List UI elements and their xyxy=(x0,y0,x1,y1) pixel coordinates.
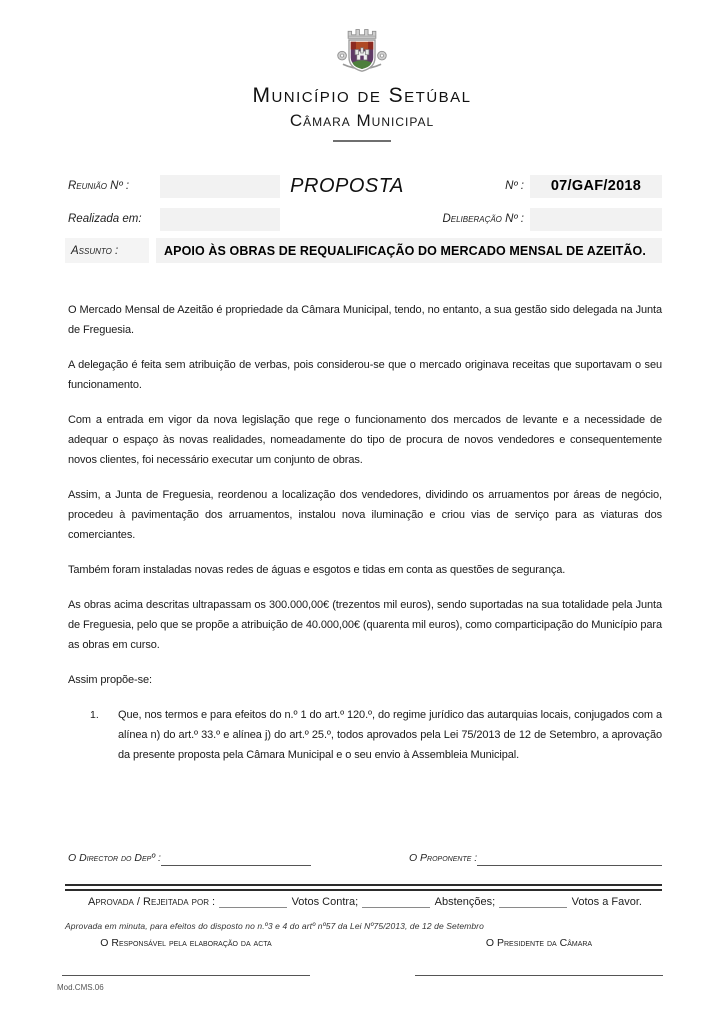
assunto-title: APOIO ÀS OBRAS DE REQUALIFICAÇÃO DO MERCADO MENSAL DE AZEITÃO. xyxy=(156,238,662,263)
meta-row-2 xyxy=(68,206,662,232)
double-rule-divider xyxy=(65,884,662,891)
assunto-row xyxy=(65,238,662,263)
reuniao-field[interactable] xyxy=(160,175,280,198)
deliberacao-label: Deliberação Nº : xyxy=(442,213,524,225)
presidente-signature-line xyxy=(415,962,663,976)
minuta-note: Aprovada em minuta, para efeitos do disposto no n.º3 e 4 do artº nº57 da Lei Nº75/2013, de 12 de Setembro xyxy=(65,921,484,931)
votos-favor-label: Votos a Favor. xyxy=(571,896,642,908)
aprovada-rejeitada-label: Aprovada / Rejeitada por : xyxy=(88,896,216,908)
deliberacao-field[interactable] xyxy=(530,208,662,231)
approval-row xyxy=(88,896,642,908)
numero-field[interactable]: 07/GAF/2018 xyxy=(530,175,662,198)
votos-favor-blank xyxy=(499,896,567,908)
realizada-em-field[interactable] xyxy=(160,208,280,231)
votos-contra-blank xyxy=(219,896,287,908)
responsavel-signature-line xyxy=(62,962,310,976)
numero-label: Nº : xyxy=(505,180,524,192)
document-body xyxy=(68,300,662,765)
meta-row-1 xyxy=(68,173,662,199)
presidente-camara-label: O Presidente da Câmara xyxy=(485,937,593,949)
paragraph-7: Assim propõe-se: xyxy=(68,674,152,686)
proposta-title: PROPOSTA xyxy=(290,174,404,197)
form-code: Mod.CMS.06 xyxy=(57,983,104,992)
reuniao-label: Reunião Nº : xyxy=(68,180,130,192)
paragraph-5: Também foram instaladas novas redes de águas e esgotos e tidas em conta as questões de segurança. xyxy=(68,564,566,576)
proposal-meta xyxy=(68,173,662,239)
paragraph-6: As obras acima descritas ultrapassam os 300.000,00€ (trezentos mil euros), sendo suportadas na sua totalidade pela Junta de Freguesia, pelo que se propõe a atribuição de 40.000,00€ (quarenta mil euros), como comparticipação do Município para as obras em curso. xyxy=(68,599,662,651)
list-item-number: 1. xyxy=(90,709,99,721)
department-title: Câmara Municipal xyxy=(289,111,435,130)
assunto-label: Assunto : xyxy=(65,238,149,263)
list-item xyxy=(68,705,662,765)
setubal-coat-of-arms-icon xyxy=(336,24,388,82)
paragraph-1: O Mercado Mensal de Azeitão é propriedade da Câmara Municipal, tendo, no entanto, a sua gestão sido delegada na Junta de Freguesia. xyxy=(68,304,662,336)
proponente-signature-line xyxy=(477,852,662,866)
list-item-text: Que, nos termos e para efeitos do n.º 1 do art.º 120.º, do regime jurídico das autarquias locais, conjugados com a alínea n) do art.º 33.º e alínea j) do art.º 25.º, todos aprovados pela Lei 75/2013 de 12 de Setembro, a aprovação da presente proposta pela Câmara Municipal e o seu envio à Assembleia Municipal. xyxy=(118,709,662,761)
paragraph-4: Assim, a Junta de Freguesia, reordenou a localização dos vendedores, dividindo os arruamentos por áreas de negócio, procedeu à pavimentação dos arruamentos, instalou nova iluminação e criou vias de serviço para as viaturas dos comerciantes. xyxy=(68,489,662,541)
director-signature-line xyxy=(161,852,311,866)
votos-contra-label: Votos Contra; xyxy=(291,896,359,908)
realizada-em-label: Realizada em: xyxy=(68,213,142,225)
municipality-title: Município de Setúbal xyxy=(252,84,472,107)
abstencoes-blank xyxy=(362,896,430,908)
director-label: O Director do Depº : xyxy=(68,852,161,864)
proponente-label: O Proponente : xyxy=(408,852,478,864)
paragraph-2: A delegação é feita sem atribuição de verbas, pois considerou-se que o mercado originava receitas que suportavam o seu funcionamento. xyxy=(68,359,662,391)
signature-row xyxy=(68,852,662,866)
responsavel-acta-label: O Responsável pela elaboração da acta xyxy=(100,937,272,949)
header-divider xyxy=(333,140,391,142)
paragraph-3: Com a entrada em vigor da nova legislação que rege o funcionamento dos mercados de levante e a necessidade de adequar o espaço às novas realidades, nomeadamente do tipo de procura de novos vendedores e consequentemente novos clientes, foi necessário executar um conjunto de obras. xyxy=(68,414,662,466)
abstencoes-label: Abstenções; xyxy=(434,896,496,908)
